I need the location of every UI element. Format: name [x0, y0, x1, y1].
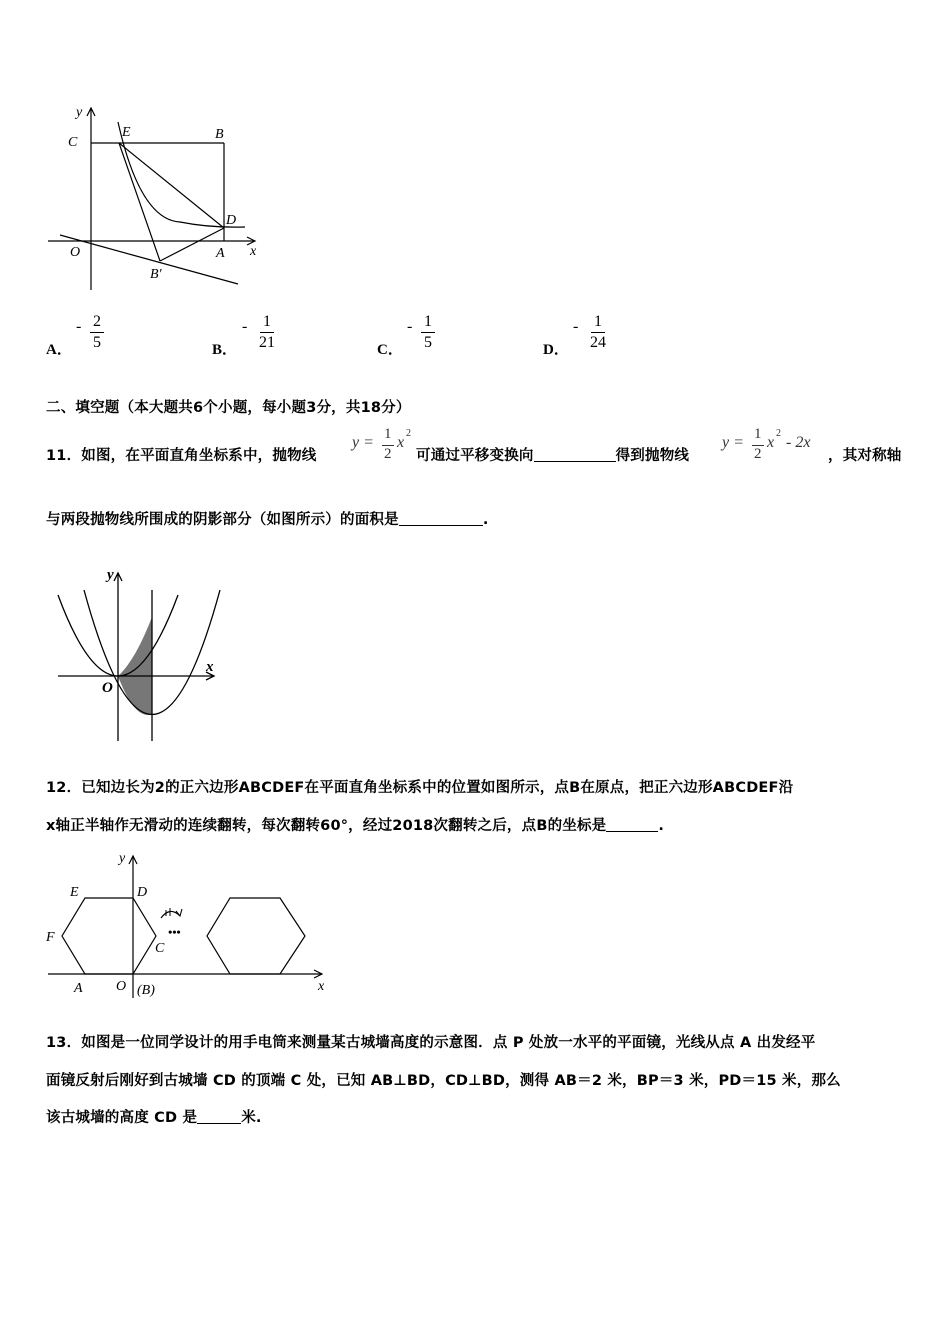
option-c-sign: -: [407, 318, 413, 335]
fig3-label-d: D: [137, 885, 148, 900]
q11-eq2-den: 2: [754, 446, 762, 462]
option-d-label: D．: [543, 342, 569, 358]
q12-line2-end: .: [658, 818, 665, 834]
q11-part3: 得到抛物线: [615, 448, 690, 464]
q11-line-1: [46, 444, 316, 465]
option-d-numerator: 1: [591, 312, 605, 333]
q12-line-2: [46, 814, 664, 835]
q11-eq2-var: x: [767, 434, 775, 451]
option-b-sign: -: [242, 318, 248, 335]
option-b-numerator: 1: [260, 312, 274, 333]
q11-eq2-lhs: y =: [722, 434, 744, 451]
fig3-label-y: y: [119, 851, 126, 866]
q11-eq2-num: 1: [754, 426, 762, 442]
fig3-label-e: E: [70, 885, 79, 900]
option-b-denominator: 21: [259, 334, 275, 351]
q11-part2: 可通过平移变换向: [416, 448, 534, 464]
label-d: D: [226, 213, 237, 228]
label-o: O: [70, 245, 81, 260]
q11-blank-1[interactable]: [534, 447, 616, 462]
q13-line-3: [46, 1106, 262, 1127]
label-b: B: [215, 127, 224, 142]
option-c-fraction: [421, 312, 435, 353]
q12-line2-text: x轴正半轴作无滑动的连续翻转，每次翻转60°，经过2018次翻转之后，点B的坐标是: [46, 818, 607, 834]
q11-line-1b: [416, 444, 689, 465]
q11-line-2: [46, 508, 489, 529]
fig3-label-a: A: [74, 981, 83, 996]
q13-line-1: 13．如图是一位同学设计的用手电筒来测量某古城墙高度的示意图．点 P 处放一水平的平面镜，光线从点 A 出发经平: [46, 1035, 816, 1051]
label-e: E: [122, 125, 131, 140]
label-c: C: [68, 135, 78, 150]
q11-eq1-var: x: [397, 434, 405, 451]
option-a-label: A．: [46, 342, 72, 358]
option-a-sign: -: [76, 318, 82, 335]
figure-1-diagram: [40, 100, 280, 290]
fig3-label-c: C: [155, 941, 165, 956]
q12-line-1: 12．已知边长为2的正六边形ABCDEF在平面直角坐标系中的位置如图所示，点B在原点，把正六边形ABCDEF沿: [46, 780, 794, 796]
option-d-fraction: [587, 312, 609, 353]
q11-eq2-tail: - 2x: [786, 434, 811, 451]
fig3-dots: •••: [168, 925, 181, 939]
option-a-fraction: [90, 312, 104, 353]
fig2-label-y: y: [107, 567, 114, 583]
option-c-label: C．: [377, 342, 403, 358]
q11-eq1-exp: 2: [406, 428, 411, 439]
figure-2-diagram: [50, 565, 230, 745]
figure-3-diagram: [40, 848, 340, 1008]
label-b-prime: B′: [150, 267, 162, 282]
q11-eq1-den: 2: [384, 446, 392, 462]
q11-equation-2: [722, 428, 826, 470]
q13-line3-text: 该古城墙的高度 CD 是: [46, 1110, 198, 1126]
label-y: y: [76, 105, 83, 120]
q11-part1: 11．如图，在平面直角坐标系中，抛物线: [46, 448, 317, 464]
q11-blank-2[interactable]: [399, 511, 483, 526]
fig2-label-o: O: [102, 680, 113, 696]
q13-blank[interactable]: [197, 1109, 241, 1124]
option-b-label: B．: [212, 342, 238, 358]
q11-eq1-num: 1: [384, 426, 392, 442]
q12-blank[interactable]: [606, 817, 658, 832]
q11-equation-1: [352, 428, 416, 470]
option-a-numerator: 2: [90, 312, 104, 333]
q11-line2-text: 与两段抛物线所围成的阴影部分（如图所示）的面积是: [46, 512, 399, 528]
fig3-label-o: O: [116, 979, 127, 994]
option-d-sign: -: [573, 318, 579, 335]
option-d-denominator: 24: [590, 334, 606, 351]
fig3-label-x: x: [318, 979, 325, 994]
label-x: x: [250, 244, 257, 259]
q13-line-2: 面镜反射后刚好到古城墙 CD 的顶端 C 处，已知 AB⊥BD，CD⊥BD，测得 AB＝2 米，BP＝3 米，PD＝15 米，那么: [46, 1073, 841, 1089]
option-a-denominator: 5: [93, 334, 101, 351]
q11-part4-line: [828, 444, 902, 465]
q11-eq2-exp: 2: [776, 428, 781, 439]
q11-eq1-lhs: y =: [352, 434, 374, 451]
option-c-denominator: 5: [424, 334, 432, 351]
option-b-fraction: [256, 312, 278, 353]
fig2-label-x: x: [206, 659, 214, 675]
fig3-label-b: (B): [137, 983, 155, 998]
q13-line3-end: 米.: [241, 1110, 262, 1126]
fig3-label-f: F: [46, 930, 55, 945]
q11-part4: ，其对称轴: [828, 448, 902, 464]
label-a: A: [216, 246, 225, 261]
section-2-heading: 二、填空题（本大题共6个小题，每小题3分，共18分）: [46, 400, 411, 416]
option-c-numerator: 1: [421, 312, 435, 333]
q11-line2-end: .: [482, 512, 489, 528]
